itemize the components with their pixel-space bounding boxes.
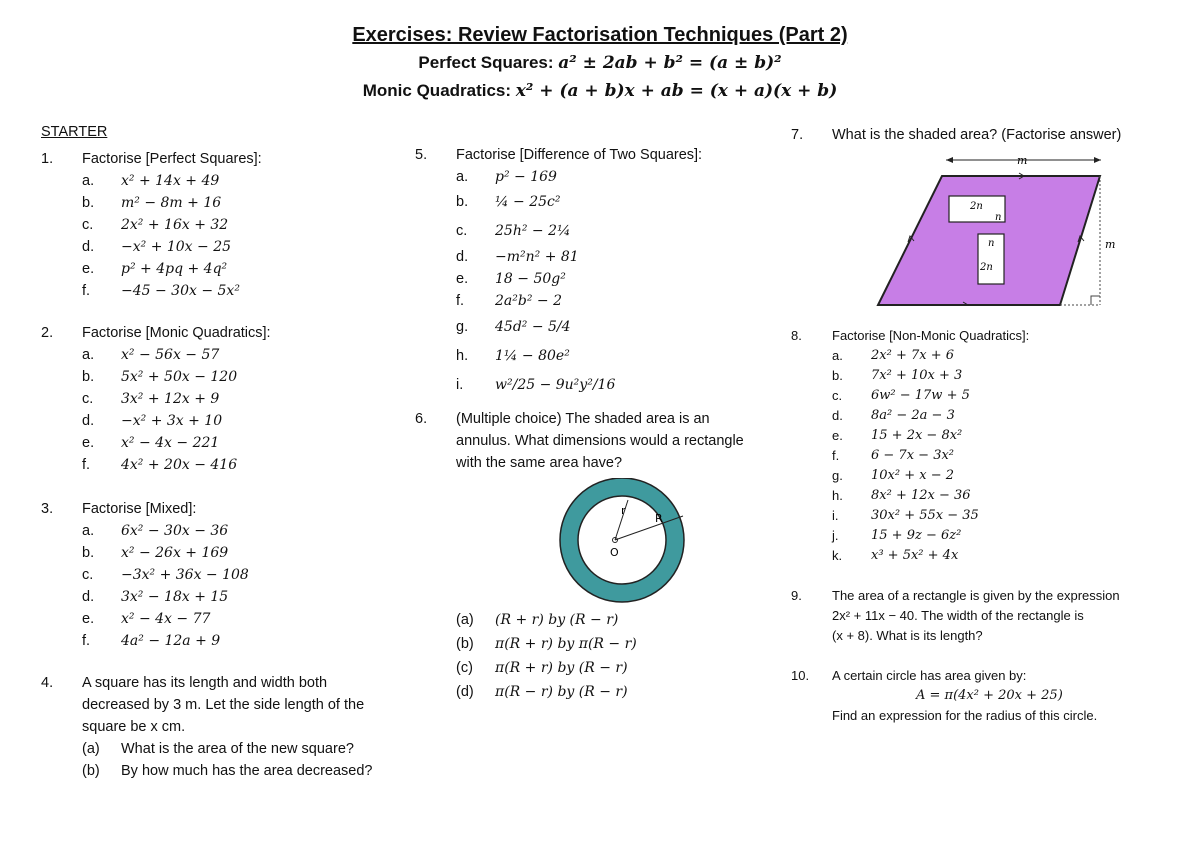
arrow-left-icon	[946, 157, 953, 163]
item-label: c.	[82, 391, 94, 407]
height-label: m	[1105, 238, 1116, 251]
question-4	[41, 672, 401, 782]
item-expression: −m²n² + 81	[495, 249, 579, 265]
perfect-squares-formula	[0, 53, 1200, 73]
item-expression: 8a² − 2a − 3	[871, 408, 955, 423]
item-label: e.	[82, 435, 95, 451]
middle-column	[415, 144, 775, 704]
right-column	[791, 124, 1191, 726]
item-label: g.	[832, 468, 843, 483]
question-number: 10.	[791, 668, 810, 683]
question-number: 9.	[791, 588, 802, 603]
question-5	[415, 144, 775, 400]
rect2-width-label: n	[988, 238, 995, 249]
item-expression: 6x² − 30x − 36	[121, 523, 229, 539]
item-expression: x² − 56x − 57	[121, 347, 220, 363]
item-label: j.	[832, 528, 839, 543]
question-text-line-3: Find an expression for the radius of this circle.	[832, 708, 1098, 723]
question-text-line-3: (x + 8). What is its length?	[832, 628, 983, 643]
question-text-line-3: with the same area have?	[456, 455, 623, 471]
question-1	[41, 148, 401, 302]
perfect-squares-expression: a² ± 2ab + b² = (a ± b)²	[558, 53, 782, 73]
item-expression: 5x² + 50x − 120	[121, 369, 238, 385]
starter-heading: STARTER	[41, 124, 108, 140]
item-expression: 4a² − 12a + 9	[121, 633, 221, 649]
item-label: h.	[832, 488, 843, 503]
question-text-line-3: square be x cm.	[82, 719, 186, 735]
question-number: 7.	[791, 127, 804, 143]
item-label: f.	[456, 293, 465, 309]
item-expression: 6 − 7x − 3x²	[871, 448, 955, 463]
outer-radius-label: R	[655, 512, 663, 525]
item-label: b.	[832, 368, 843, 383]
option-label: (d)	[456, 684, 474, 700]
item-label: i.	[456, 377, 464, 393]
question-text: Factorise [Perfect Squares]:	[82, 151, 262, 167]
item-expression: −3x² + 36x − 108	[121, 567, 249, 583]
item-expression: 2x² + 7x + 6	[871, 348, 955, 363]
item-expression: 45d² − 5/4	[495, 319, 571, 335]
question-9	[791, 586, 1191, 646]
part-text: By how much has the area decreased?	[121, 763, 373, 779]
question-6	[415, 408, 775, 704]
item-expression: 3x² + 12x + 9	[121, 391, 220, 407]
item-label: a.	[832, 348, 843, 363]
item-label: b.	[456, 194, 469, 210]
question-text-line-2: decreased by 3 m. Let the side length of the	[82, 697, 365, 713]
item-expression: −x² + 10x − 25	[121, 239, 232, 255]
item-label: g.	[456, 319, 469, 335]
item-expression: 1¼ − 80e²	[495, 348, 570, 364]
question-text: Factorise [Mixed]:	[82, 501, 197, 517]
part-label: (a)	[82, 741, 100, 757]
question-text-line-2: annulus. What dimensions would a rectangle	[456, 433, 744, 449]
question-number: 6.	[415, 411, 428, 427]
question-text: Factorise [Monic Quadratics]:	[82, 325, 271, 341]
question-3	[41, 498, 401, 652]
parallelogram-diagram	[791, 146, 1191, 306]
arrow-right-icon	[1094, 157, 1101, 163]
item-expression: m² − 8m + 16	[121, 195, 222, 211]
part-text: What is the area of the new square?	[121, 741, 354, 757]
item-expression: x² − 4x − 77	[121, 611, 211, 627]
question-2	[41, 322, 401, 476]
question-text-line-1: (Multiple choice) The shaded area is an	[456, 411, 710, 427]
item-label: e.	[82, 261, 95, 277]
item-expression: 30x² + 55x − 35	[871, 508, 979, 523]
item-expression: 7x² + 10x + 3	[871, 368, 963, 383]
item-label: c.	[82, 217, 94, 233]
item-label: f.	[82, 457, 91, 473]
option-label: (b)	[456, 636, 474, 652]
item-expression: 18 − 50g²	[495, 271, 566, 287]
question-text: Factorise [Difference of Two Squares]:	[456, 147, 703, 163]
item-label: a.	[82, 347, 95, 363]
question-text-line-2: 2x² + 11x − 40. The width of the rectangle is	[832, 608, 1084, 623]
item-expression: 6w² − 17w + 5	[871, 388, 970, 403]
item-label: a.	[82, 173, 95, 189]
option-label: (c)	[456, 660, 473, 676]
left-column	[41, 124, 401, 782]
item-label: a.	[456, 169, 469, 185]
rect1-height-label: n	[995, 212, 1002, 223]
monic-quadratics-label: Monic Quadratics:	[362, 81, 512, 100]
question-number: 3.	[41, 501, 54, 517]
item-expression: 4x² + 20x − 416	[121, 457, 238, 473]
question-number: 8.	[791, 328, 802, 343]
item-label: b.	[82, 369, 95, 385]
item-expression: w²/25 − 9u²y²/16	[495, 377, 616, 393]
question-text: Factorise [Non-Monic Quadratics]:	[832, 328, 1030, 343]
question-text-line-1: A square has its length and width both	[82, 675, 328, 691]
question-number: 4.	[41, 675, 54, 691]
item-label: b.	[82, 545, 95, 561]
rect2-height-label: 2n	[980, 262, 993, 273]
rect1-width-label: 2n	[970, 201, 983, 212]
monic-quadratics-expression: x² + (a + b)x + ab = (x + a)(x + b)	[515, 81, 838, 101]
page-title: Exercises: Review Factorisation Techniques (Part 2)	[352, 24, 848, 46]
option-text: π(R − r) by (R − r)	[495, 684, 628, 700]
item-expression: 8x² + 12x − 36	[871, 488, 971, 503]
option-text: (R + r) by (R − r)	[495, 612, 619, 628]
item-label: e.	[82, 611, 95, 627]
item-expression: 15 + 9z − 6z²	[871, 528, 962, 543]
item-label: i.	[832, 508, 839, 523]
top-measure-label: m	[1017, 154, 1028, 167]
item-label: e.	[832, 428, 843, 443]
item-label: f.	[82, 283, 91, 299]
inner-radius-label: r	[621, 504, 626, 517]
item-label: d.	[82, 239, 95, 255]
perfect-squares-label: Perfect Squares:	[418, 53, 554, 72]
item-expression: 2x² + 16x + 32	[121, 217, 229, 233]
item-expression: −x² + 3x + 10	[121, 413, 223, 429]
question-10	[791, 666, 1191, 726]
question-text-line-1: A certain circle has area given by:	[832, 668, 1027, 683]
question-number: 2.	[41, 325, 54, 341]
annulus-diagram	[415, 478, 775, 606]
right-angle-marker	[1091, 296, 1100, 305]
question-text: What is the shaded area? (Factorise answer)	[832, 127, 1122, 143]
item-label: k.	[832, 548, 843, 563]
item-expression: 15 + 2x − 8x²	[871, 428, 963, 443]
item-label: d.	[82, 589, 95, 605]
question-text-line-1: The area of a rectangle is given by the expression	[832, 588, 1120, 603]
item-label: d.	[456, 249, 469, 265]
item-label: b.	[82, 195, 95, 211]
part-label: (b)	[82, 763, 100, 779]
item-label: d.	[832, 408, 843, 423]
question-8	[791, 326, 1191, 566]
item-label: f.	[832, 448, 840, 463]
item-expression: p² + 4pq + 4q²	[121, 261, 228, 277]
option-label: (a)	[456, 612, 474, 628]
item-expression: x² − 26x + 169	[121, 545, 229, 561]
item-expression: p² − 169	[495, 169, 557, 185]
option-text: π(R + r) by (R − r)	[495, 660, 628, 676]
question-number: 1.	[41, 151, 54, 167]
item-expression: 10x² + x − 2	[871, 468, 955, 483]
item-expression: x² − 4x − 221	[121, 435, 220, 451]
item-expression: x³ + 5x² + 4x	[871, 548, 959, 563]
monic-quadratics-formula	[0, 81, 1200, 101]
item-expression: 25h² − 2¼	[495, 223, 571, 239]
question-7	[791, 124, 1191, 306]
item-expression: x² + 14x + 49	[121, 173, 220, 189]
item-label: h.	[456, 348, 469, 364]
item-label: c.	[82, 567, 94, 583]
circle-area-formula: A = π(4x² + 20x + 25)	[916, 688, 1063, 703]
item-label: a.	[82, 523, 95, 539]
item-expression: 2a²b² − 2	[495, 293, 562, 309]
item-label: e.	[456, 271, 469, 287]
centre-label: O	[610, 546, 619, 559]
item-expression: ¼ − 25c²	[495, 194, 561, 210]
item-expression: 3x² − 18x + 15	[121, 589, 229, 605]
item-label: d.	[82, 413, 95, 429]
item-label: c.	[456, 223, 468, 239]
item-label: c.	[832, 388, 843, 403]
item-expression: −45 − 30x − 5x²	[121, 283, 240, 299]
question-number: 5.	[415, 147, 428, 163]
item-label: f.	[82, 633, 91, 649]
option-text: π(R + r) by π(R − r)	[495, 636, 637, 652]
